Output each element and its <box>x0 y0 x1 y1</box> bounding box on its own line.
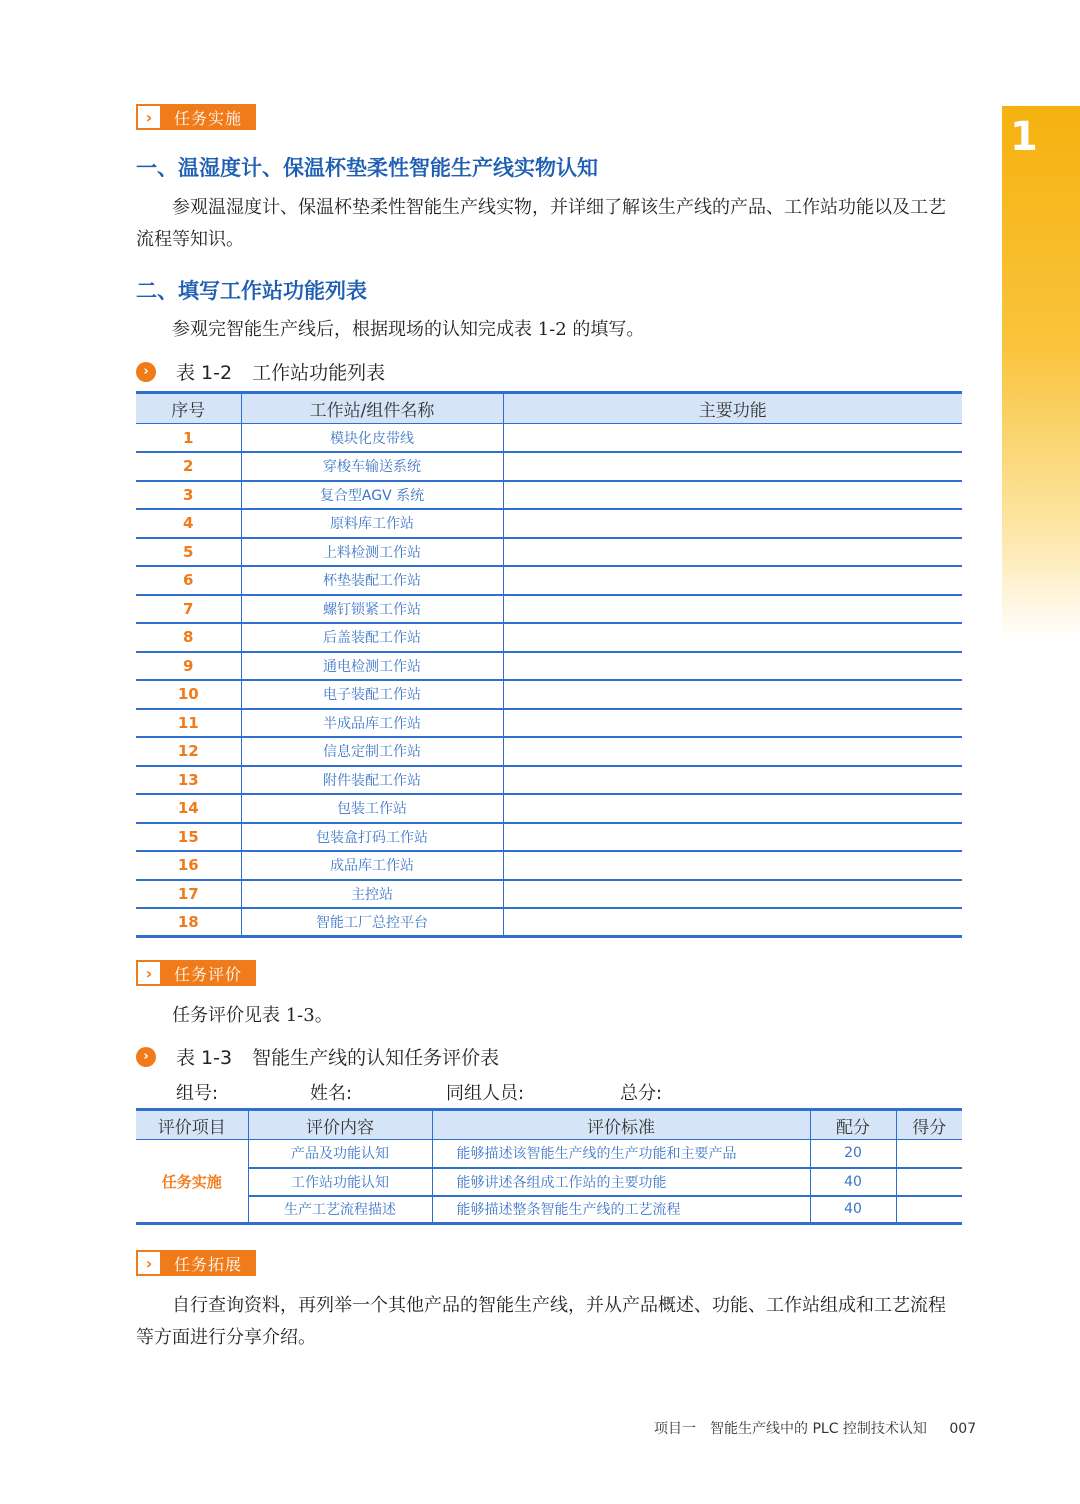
row-number: 18 <box>136 908 241 937</box>
main-function-cell[interactable] <box>503 652 962 681</box>
station-name: 通电检测工作站 <box>241 652 503 681</box>
table-row <box>136 908 962 937</box>
row-number: 2 <box>136 452 241 481</box>
chapter-number: 1 <box>1010 114 1038 160</box>
evaluation-standard: 能够讲述各组成工作站的主要功能 <box>432 1168 810 1196</box>
row-number: 17 <box>136 880 241 909</box>
name-label: 姓名: <box>310 1083 353 1104</box>
page-number: 007 <box>949 1421 977 1437</box>
table-row <box>136 680 962 709</box>
row-number: 15 <box>136 823 241 852</box>
row-number: 9 <box>136 652 241 681</box>
evaluation-content: 生产工艺流程描述 <box>248 1196 432 1224</box>
section-tag-extend <box>136 1250 256 1276</box>
row-number: 10 <box>136 680 241 709</box>
col-header-score: 得分 <box>896 1110 962 1140</box>
page-footer <box>654 1418 976 1438</box>
tag-label: 任务实施 <box>162 104 256 130</box>
evaluation-points: 40 <box>810 1168 896 1196</box>
row-number: 8 <box>136 623 241 652</box>
tag-label: 任务拓展 <box>162 1250 256 1276</box>
section1-text: 参观温湿度计、保温杯垫柔性智能生产线实物，并详细了解该生产线的产品、工作站功能以及工艺流程等知识。 <box>136 197 946 250</box>
table-row <box>136 595 962 624</box>
chevron-right-icon: › <box>136 104 162 130</box>
col-header-points: 配分 <box>810 1110 896 1140</box>
evaluation-points: 40 <box>810 1196 896 1224</box>
chapter-side-tab <box>1002 106 1080 640</box>
table12-caption-no: 表 1-2 <box>176 362 233 384</box>
table12-caption-title: 工作站功能列表 <box>252 362 386 384</box>
station-name: 智能工厂总控平台 <box>241 908 503 937</box>
table-row <box>136 481 962 510</box>
station-name: 穿梭车输送系统 <box>241 452 503 481</box>
col-header-item: 评价项目 <box>136 1110 248 1140</box>
section2-heading: 二、填写工作站功能列表 <box>136 279 367 303</box>
table-row <box>136 623 962 652</box>
row-number: 16 <box>136 851 241 880</box>
tag-label: 任务评价 <box>162 960 256 986</box>
station-name: 模块化皮带线 <box>241 424 503 453</box>
station-name: 原料库工作站 <box>241 509 503 538</box>
table-row <box>136 737 962 766</box>
evaluate-text: 任务评价见表 1-3。 <box>172 1005 333 1026</box>
total-label: 总分: <box>620 1083 663 1104</box>
evaluation-table <box>136 1108 962 1225</box>
main-function-cell[interactable] <box>503 566 962 595</box>
evaluation-content: 工作站功能认知 <box>248 1168 432 1196</box>
station-name: 半成品库工作站 <box>241 709 503 738</box>
col-header-content: 评价内容 <box>248 1110 432 1140</box>
table-row <box>136 1168 962 1196</box>
section1-heading: 一、温湿度计、保温杯垫柔性智能生产线实物认知 <box>136 156 598 180</box>
group-label: 组号: <box>176 1083 219 1104</box>
table-row <box>136 424 962 453</box>
col-header-name: 工作站/组件名称 <box>241 393 503 424</box>
section-tag-implement <box>136 104 256 130</box>
col-header-standard: 评价标准 <box>432 1110 810 1140</box>
station-name: 成品库工作站 <box>241 851 503 880</box>
row-number: 12 <box>136 737 241 766</box>
table-row <box>136 1196 962 1224</box>
chevron-right-icon: › <box>136 1250 162 1276</box>
station-name: 电子装配工作站 <box>241 680 503 709</box>
station-name: 包装盒打码工作站 <box>241 823 503 852</box>
evaluation-points: 20 <box>810 1140 896 1168</box>
station-name: 附件装配工作站 <box>241 766 503 795</box>
evaluation-standard: 能够描述整条智能生产线的工艺流程 <box>432 1196 810 1224</box>
table-row <box>136 794 962 823</box>
main-function-cell[interactable] <box>503 908 962 937</box>
main-function-cell[interactable] <box>503 538 962 567</box>
main-function-cell[interactable] <box>503 424 962 453</box>
main-function-cell[interactable] <box>503 481 962 510</box>
station-name: 后盖装配工作站 <box>241 623 503 652</box>
evaluation-score-cell[interactable] <box>896 1140 962 1168</box>
station-function-table <box>136 391 962 938</box>
col-header-function: 主要功能 <box>503 393 962 424</box>
footer-title: 项目一 智能生产线中的 PLC 控制技术认知 <box>654 1421 927 1437</box>
row-number: 4 <box>136 509 241 538</box>
row-number: 3 <box>136 481 241 510</box>
row-number: 11 <box>136 709 241 738</box>
table-row <box>136 509 962 538</box>
evaluation-category: 任务实施 <box>136 1140 248 1224</box>
main-function-cell[interactable] <box>503 880 962 909</box>
evaluation-score-cell[interactable] <box>896 1168 962 1196</box>
extend-text: 自行查询资料，再列举一个其他产品的智能生产线，并从产品概述、功能、工作站组成和工艺流程等方面进行分享介绍。 <box>136 1295 946 1348</box>
members-label: 同组人员: <box>446 1083 525 1104</box>
row-number: 7 <box>136 595 241 624</box>
table-row <box>136 823 962 852</box>
row-number: 13 <box>136 766 241 795</box>
table13-caption <box>136 1043 499 1070</box>
main-function-cell[interactable] <box>503 452 962 481</box>
main-function-cell[interactable] <box>503 595 962 624</box>
evaluation-standard: 能够描述该智能生产线的生产功能和主要产品 <box>432 1140 810 1168</box>
table13-caption-title: 智能生产线的认知任务评价表 <box>252 1047 500 1069</box>
table-row <box>136 709 962 738</box>
table-row <box>136 766 962 795</box>
table12-caption <box>136 358 385 385</box>
table-row <box>136 538 962 567</box>
table-row <box>136 880 962 909</box>
main-function-cell[interactable] <box>503 737 962 766</box>
table13-caption-no: 表 1-3 <box>176 1047 233 1069</box>
chevron-right-icon: › <box>136 960 162 986</box>
chevron-circle-icon: › <box>136 362 156 382</box>
main-function-cell[interactable] <box>503 794 962 823</box>
table-row <box>136 652 962 681</box>
main-function-cell[interactable] <box>503 709 962 738</box>
section-tag-evaluate <box>136 960 256 986</box>
col-header-no: 序号 <box>136 393 241 424</box>
chevron-circle-icon: › <box>136 1047 156 1067</box>
evaluation-content: 产品及功能认知 <box>248 1140 432 1168</box>
table-row <box>136 1140 962 1168</box>
table-row <box>136 566 962 595</box>
station-name: 螺钉锁紧工作站 <box>241 595 503 624</box>
main-function-cell[interactable] <box>503 509 962 538</box>
station-name: 复合型AGV 系统 <box>241 481 503 510</box>
row-number: 1 <box>136 424 241 453</box>
station-name: 信息定制工作站 <box>241 737 503 766</box>
station-name: 杯垫装配工作站 <box>241 566 503 595</box>
table-row <box>136 452 962 481</box>
main-function-cell[interactable] <box>503 680 962 709</box>
table-row <box>136 851 962 880</box>
row-number: 14 <box>136 794 241 823</box>
station-name: 上料检测工作站 <box>241 538 503 567</box>
main-function-cell[interactable] <box>503 623 962 652</box>
station-name: 主控站 <box>241 880 503 909</box>
evaluation-score-cell[interactable] <box>896 1196 962 1224</box>
station-name: 包装工作站 <box>241 794 503 823</box>
main-function-cell[interactable] <box>503 851 962 880</box>
section2-text: 参观完智能生产线后，根据现场的认知完成表 1-2 的填写。 <box>172 319 645 340</box>
main-function-cell[interactable] <box>503 823 962 852</box>
row-number: 5 <box>136 538 241 567</box>
main-function-cell[interactable] <box>503 766 962 795</box>
row-number: 6 <box>136 566 241 595</box>
